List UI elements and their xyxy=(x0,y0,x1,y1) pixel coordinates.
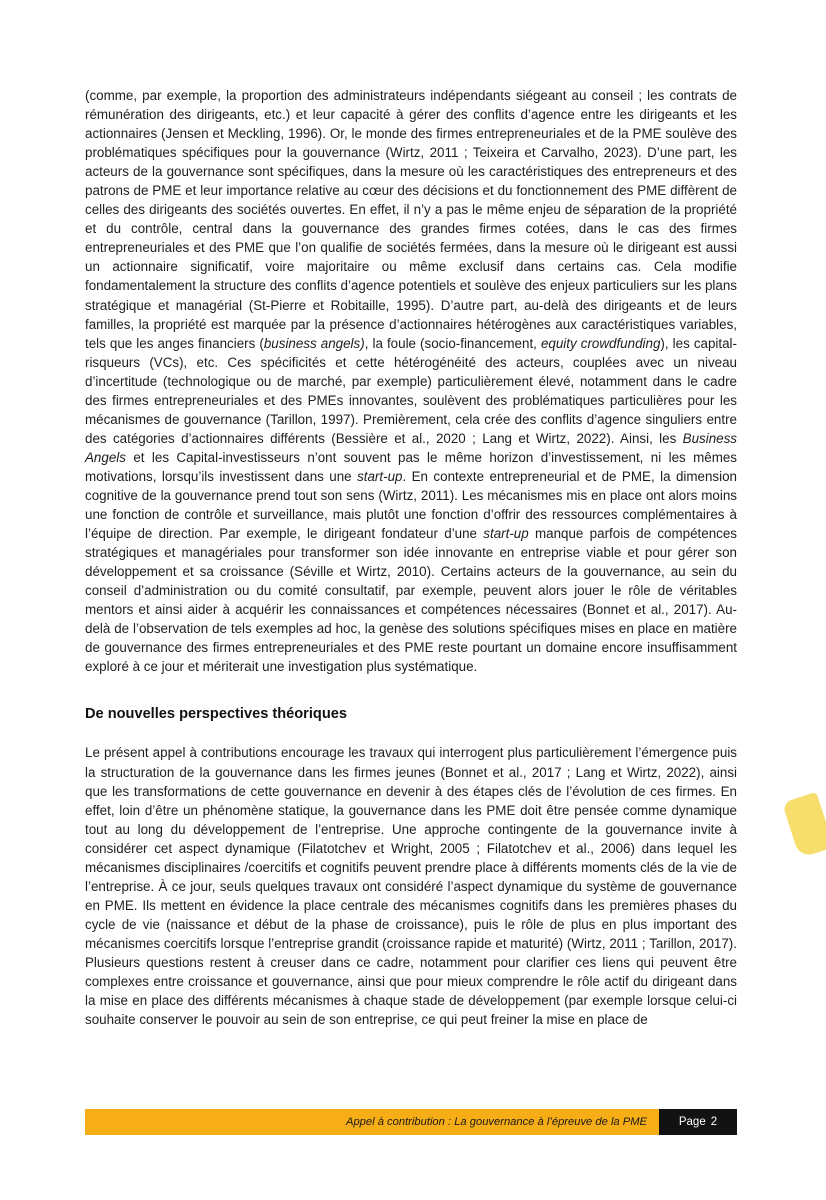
footer-title: Appel à contribution : La gouvernance à l’épreuve de la PME xyxy=(345,1116,647,1128)
section-heading: De nouvelles perspectives théoriques xyxy=(85,706,347,723)
italic-term: business angels) xyxy=(263,335,365,351)
footer-page-number-box xyxy=(659,1109,737,1135)
text-run: (comme, par exemple, la proportion des administrateurs indépendants siégeant au conseil ; les contrats de rémunération des dirigeants, etc.) et leur capacité à gérer des conflits d’agence entre les dirigeants et les actionnaires (Jensen et Meckling, 1996). Or, le monde des firmes entrepreneuriales et de la PME soulève des problématiques spécifiques pour la gouvernance (Wirtz, 2011 ; Teixeira et Carvalho, 2023). D’une part, les acteurs de la gouvernance sont spécifiques, dans la mesure où les caractéristiques des entrepreneurs et des patrons de PME et leur importance relative au cœur des décisions et du fonctionnement des PME diffèrent de celles des dirigeants des sociétés ouvertes. En effet, il n’y a pas le même enjeu de séparation de la propriété et du contrôle, central dans la gouvernance des grandes firmes cotées, dans le cas des firmes entrepreneuriales et des PME que l’on qualifie de sociétés fermées, dans la mesure où le dirigeant est aussi un actionnaire significatif, voire majoritaire ou même exclusif dans certains cas. Cela modifie fondamentalement la structure des conflits d’agence potentiels et soulève des enjeux particuliers sur les plans stratégique et managérial (St-Pierre et Robitaille, 1995). D’autre part, au-delà des dirigeants et de leurs familles, la propriété est marquée par la présence d’actionnaires hétérogènes aux caractéristiques variables, tels que les anges financiers ( xyxy=(85,88,737,351)
italic-term: Business Angels xyxy=(85,430,737,465)
body-paragraph-2: Le présent appel à contributions encourage les travaux qui interrogent plus particulièrement l’émergence puis la structuration de la gouvernance dans les firmes jeunes (Bonnet et al., 2017 ; Lang et Wirtz, 2022), ainsi que les transformations de cette gouvernance en devenir à des étapes clés de l’évolution de ces firmes. En effet, loin d’être un phénomène statique, la gouvernance dans les PME doit être pensée comme dynamique tout au long du développement de l’entreprise. Une approche contingente de la gouvernance invite à considérer cet aspect dynamique (Filatotchev et Wright, 2005 ; Filatotchev et al., 2006) dans lequel les mécanismes disciplinaires /coercitifs et cognitifs peuvent prendre place à différents moments clés de la vie de l’entreprise. À ce jour, seuls quelques travaux ont considéré l’aspect dynamique du système de gouvernance en PME. Ils mettent en évidence la place centrale des mécanismes cognitifs dans les premières phases du cycle de vie (naissance et début de la phase de croissance), puis le rôle de plus en plus important des mécanismes coercitifs lorsque l’entreprise grandit (croissance rapide et maturité) (Wirtz, 2011 ; Tarillon, 2017). Plusieurs questions restent à creuser dans ce cadre, notamment pour clarifier ces liens qui peuvent être complexes entre croissance et gouvernance, ainsi que pour mieux comprendre le rôle actif du dirigeant dans la mise en place des différents mécanismes à chaque stade de développement (par exemple lorsque celui-ci souhaite conserver le pouvoir au sein de son entreprise, ce qui peut freiner la mise en place de xyxy=(85,745,737,1028)
footer-page-number: 2 xyxy=(710,1116,718,1128)
document-page xyxy=(85,86,737,1029)
footer-page-label: Page xyxy=(678,1116,706,1128)
italic-term: start-up xyxy=(357,468,403,484)
text-run: ), les capital-risqueurs (VCs), etc. Ces spécificités et cette hétérogénéité des acteurs, couplées avec un niveau d’incertitude (technologique ou de marché, par exemple) particulièrement élevé, notamment dans le cadre des firmes entrepreneuriales et des PMEs innovantes, soulèvent des problématiques particulières pour les mécanismes de gouvernance (Tarillon, 1997). Premièrement, cela crée des conflits d’agence singuliers entre des catégories d’actionnaires différents (Bessière et al., 2020 ; Lang et Wirtz, 2022). Ainsi, les xyxy=(85,335,737,446)
page-footer xyxy=(85,1109,737,1135)
text-run: . En contexte entrepreneurial et de PME, la dimension cognitive de la gouvernance prend tout son sens (Wirtz, 2011). Les mécanismes mis en place ont alors moins une fonction de contrôle et surveillance, mais plutôt une fonction d’offrir des ressources complémentaires à l’équipe de direction. Par exemple, le dirigeant fondateur d’une xyxy=(85,468,737,542)
text-run: , la foule (socio-financement, xyxy=(364,335,541,351)
italic-term: equity crowdfunding xyxy=(540,335,661,351)
text-run: et les Capital-investisseurs n’ont souvent pas le même horizon d’investissement, ni les mêmes motivations, lorsqu’ils investissent dans une xyxy=(85,449,737,484)
text-run: manque parfois de compétences stratégiques et managériales pour transformer son idée innovante en entreprise viable et pour gérer son développement et sa croissance (Séville et Wirtz, 2010). Certains acteurs de la gouvernance, au sein du conseil d’administration ou du comité consultatif, par exemple, peuvent alors jouer le rôle de véritables mentors et ainsi aider à acquérir les connaissances et compétences nécessaires (Bonnet et al., 2017). Au-delà de l’observation de tels exemples ad hoc, la genèse des solutions spécifiques mises en place en matière de gouvernance des firmes entrepreneuriales et des PME reste pourtant un domaine encore insuffisamment exploré à ce jour et mériterait une investigation plus systématique. xyxy=(85,526,737,675)
body-paragraph-1 xyxy=(85,86,737,676)
italic-term: start-up xyxy=(483,526,529,542)
highlighter-mark xyxy=(782,792,826,858)
footer-title-band xyxy=(85,1109,659,1135)
